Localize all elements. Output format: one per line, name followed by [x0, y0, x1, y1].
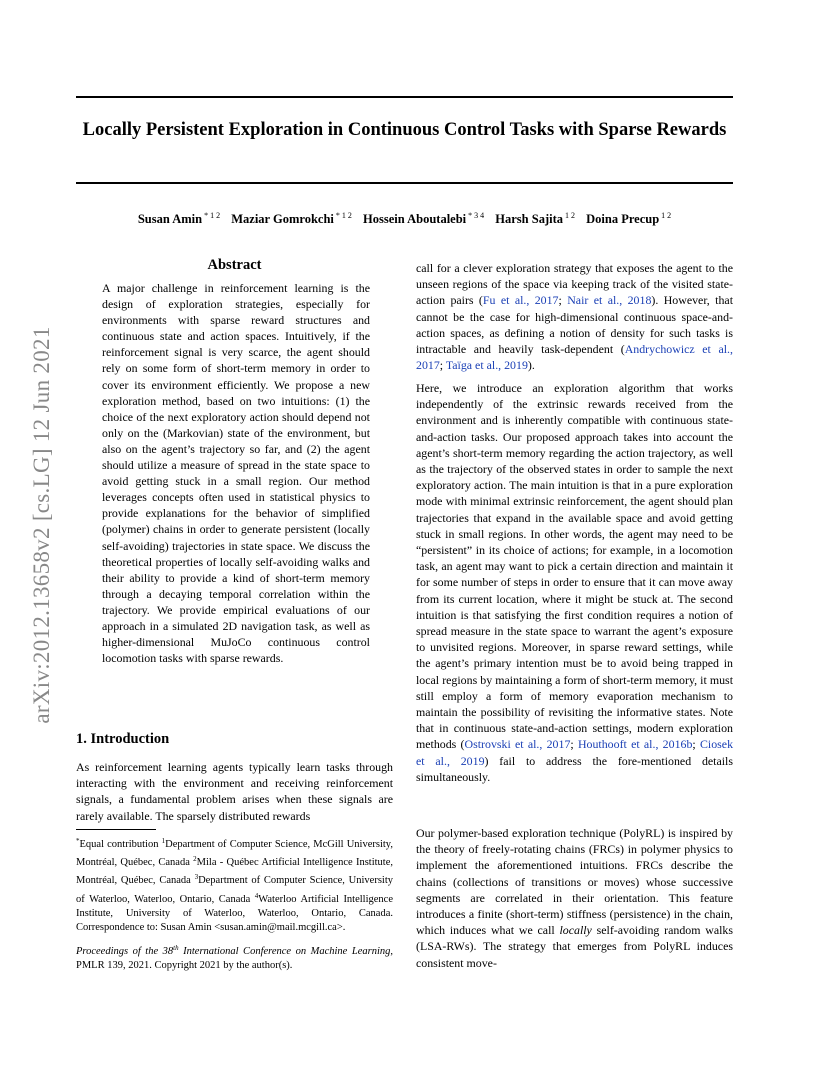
paragraph-text: ;	[692, 737, 700, 752]
paragraph-text: Our polymer-based exploration technique (PolyRL) is inspired by the theory of freely-rotating chains (FRCs) in polymer physics to implement the aforementioned intuitions. FRCs describe the chains (collections of transitions or moves) whose successive segments are correlated in their orientation. This feature introduces a finite (short-term) stiffness (persistence) in the chain, which induces what we call	[416, 826, 733, 938]
proceedings-text: Proceedings of the 38	[76, 946, 174, 957]
footnote-mark: 2	[193, 855, 197, 864]
author	[586, 212, 671, 226]
citation-link[interactable]: Nair et al., 2018	[567, 293, 652, 308]
footnote-text: Mila - Québec Artificial Intelligence Institute, Montréal, Québec, Canada	[76, 857, 393, 887]
author-name: Harsh Sajita	[495, 212, 563, 226]
author	[138, 212, 220, 226]
author	[495, 212, 575, 226]
author-affiliation-marks: * 1 2	[204, 211, 221, 220]
footnote-mark: 4	[254, 891, 259, 900]
header-rule-top	[76, 96, 733, 98]
paper-title: Locally Persistent Exploration in Continuous Control Tasks with Sparse Rewards	[82, 120, 727, 140]
proceedings-note	[76, 941, 393, 973]
author-list	[76, 211, 733, 227]
right-column-paragraph	[416, 260, 733, 373]
author-affiliation-marks: * 3 4	[468, 211, 485, 220]
footnote-mark: 1	[161, 837, 166, 845]
proceedings-venue: International Conference on Machine Learning	[178, 946, 391, 957]
citation-link[interactable]: Andrychowicz et al., 2017	[416, 342, 733, 373]
citation-link[interactable]: Taïga et al., 2019	[445, 358, 528, 373]
footnote-text: Equal contribution	[79, 839, 162, 850]
arxiv-identifier-text: arXiv:2012.13658v2 [cs.LG] 12 Jun 2021	[29, 326, 54, 724]
paragraph-text: Here, we introduce an exploration algorithm that works independently of the extrinsic rewards received from the environment and is inherently compatible with continuous state-and-action tasks. Our proposed approach takes into account the agent’s short-term memory regarding the action trajectory, as well as the trajectory of the observed states in order to sample the next exploratory action. The main intuition is that in a pure exploration mode with minimal extrinsic reinforcement, the agent should plan trajectories that expand in the available space and avoid getting stuck in small regions. In other words, the agent may need to be “persistent” in its choice of actions; for example, in a locomotion task, an agent may want to pick a certain direction and maintain it for some number of steps in order to ensure that it can move away from its current location, where it might be stuck at. The second intuition is that satisfying the first condition requires a notion of spread measure in the state space to warrant the agent’s exposure to unvisited regions. Moreover, in sparse reward settings, while the agent’s primary intention must be to avoid being trapped in local regions by maintaining a form of short-term memory, it must still employ a form of memory evaporation mechanism to maintain the possibility of revisiting the informative states. Note that in continuous state-and-action settings, modern exploration methods (	[416, 381, 733, 752]
citation-link[interactable]: Ciosek et al., 2019	[416, 737, 734, 768]
author-affiliation-marks: 1 2	[565, 211, 575, 220]
author-name: Doina Precup	[586, 212, 660, 226]
author	[363, 212, 484, 226]
right-column-paragraph	[416, 380, 733, 785]
proceedings-copyright: , PMLR 139, 2021. Copyright 2021 by the author(s).	[76, 946, 393, 972]
footnote-text: Waterloo Artificial Intelligence Institute, University of Waterloo, Waterloo, Ontario, Canada. Correspondence to: Susan Amin <susan.amin@mail.mcgill.ca>.	[76, 893, 393, 934]
footnote-mark: *	[76, 837, 80, 845]
paragraph-text: call for a clever exploration strategy that exposes the agent to the unseen regions of the space via keeping track of the visited state-action pairs (	[416, 261, 733, 308]
emphasized-word: locally	[559, 923, 592, 938]
author-affiliation-marks: 1 2	[661, 211, 672, 220]
paragraph-text: ) fail to address the fore-mentioned details simultaneously.	[416, 753, 733, 784]
footnote-text: Department of Computer Science, University of Waterloo, Waterloo, Ontario, Canada	[76, 875, 393, 905]
affiliation-footnote	[76, 834, 393, 935]
abstract-heading: Abstract	[207, 257, 262, 273]
citation-link[interactable]: Ostrovski et al., 2017	[464, 737, 571, 752]
author-name: Hossein Aboutalebi	[363, 212, 467, 226]
paragraph-text: self-avoiding random walks (LSA-RWs). The strategy that emerges from PolyRL induces consistent move-	[416, 923, 733, 970]
paragraph-text: ).	[527, 358, 535, 373]
citation-link[interactable]: Houthooft et al., 2016b	[577, 737, 693, 752]
author-name: Maziar Gomrokchi	[231, 212, 334, 226]
footnote-text: Department of Computer Science, McGill University, Montréal, Québec, Canada	[76, 839, 393, 869]
introduction-paragraph: As reinforcement learning agents typically learn tasks through interacting with the environment and receiving reinforcement signals, a fundamental problem arises when these signals are rarely available. The sparsely distributed rewards	[76, 760, 393, 823]
proceedings-ordinal: th	[173, 944, 179, 952]
footnote-rule	[76, 829, 156, 830]
paragraph-text: ;	[439, 358, 446, 373]
paragraph-text: ;	[558, 293, 568, 308]
abstract-text: A major challenge in reinforcement learning is the design of exploration strategies, especially for environments with sparse reward structures and continuous state and action spaces. Intuitively, if the reinforcement signal is very scarce, the agent should rely on some form of short-term memory in order to cover its environment efficiently. We propose a new exploration method, based on two intuitions: (1) the choice of the next exploratory action should depend not only on the (Markovian) state of the environment, but also on the agent’s trajectory so far, and (2) the agent should utilize a measure of spread in the state space to avoid getting stuck in a small region. Our method leverages concepts often used in statistical physics to provide explanations for the behavior of simplified (polymer) chains in order to generate persistent (locally self-avoiding) trajectories in state space. We discuss the theoretical properties of locally self-avoiding walks and their ability to provide a kind of short-term memory through a decaying temporal correlation within the trajectory. We provide empirical evaluations of our approach in a simulated 2D navigation task, as well as higher-dimensional MuJoCo continuous control locomotion tasks with sparse rewards.	[102, 281, 370, 666]
author-affiliation-marks: * 1 2	[335, 211, 352, 220]
arxiv-identifier-stamp	[18, 290, 66, 760]
right-column-paragraph	[416, 825, 733, 971]
footnote-mark: 3	[194, 873, 199, 882]
citation-link[interactable]: Fu et al., 2017	[482, 293, 559, 308]
author-name: Susan Amin	[137, 212, 203, 226]
paragraph-text: ). However, that cannot be the case for high-dimensional continuous space-and-action spaces, as defining a notion of density for such tasks is intractable and heavily task-dependent (	[416, 293, 733, 357]
author	[231, 212, 352, 226]
header-rule-bottom	[76, 182, 733, 184]
section-heading-introduction: 1. Introduction	[76, 731, 170, 747]
paragraph-text: ;	[570, 737, 578, 752]
